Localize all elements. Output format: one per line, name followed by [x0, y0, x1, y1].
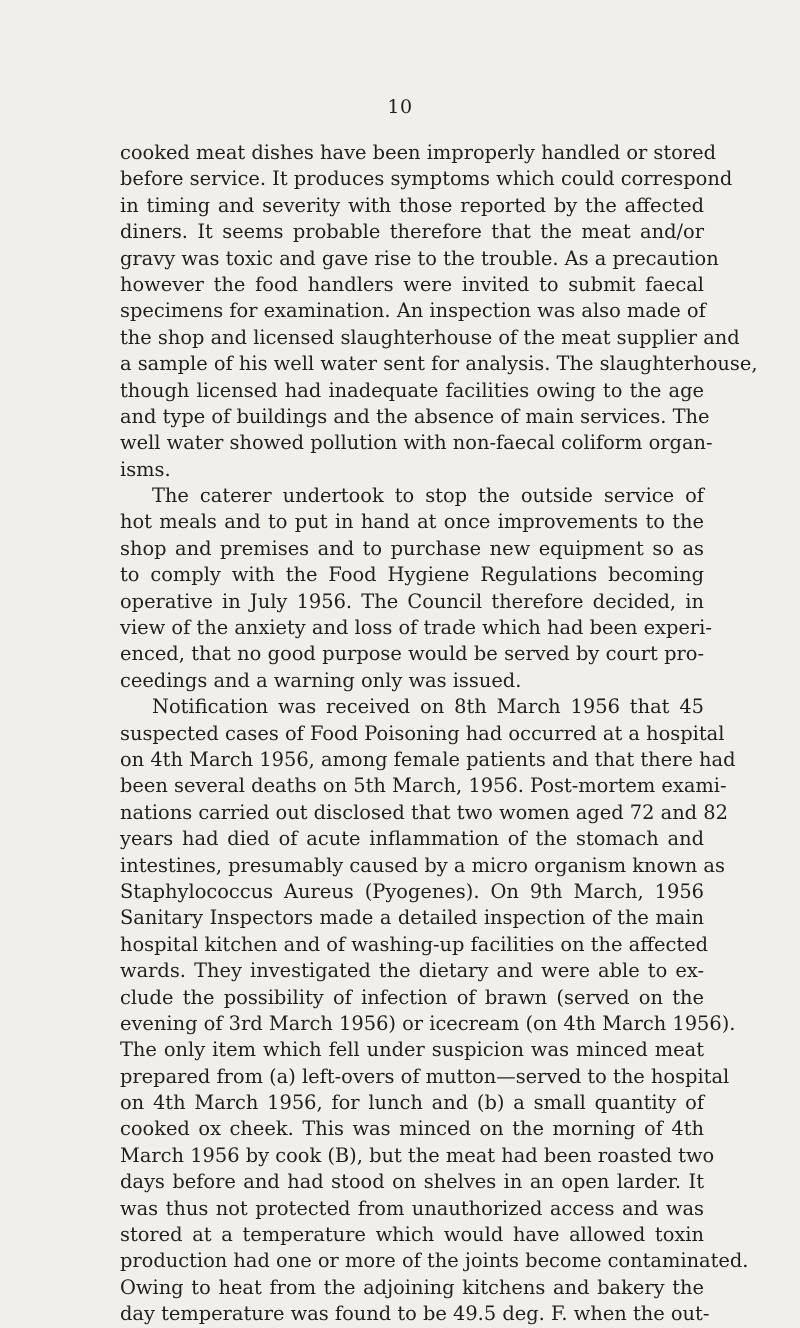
- text-line: Owing to heat from the adjoining kitchens and bakery the: [120, 1275, 704, 1299]
- paragraph-hospital-notification: [120, 694, 749, 1327]
- text-line: was thus not protected from unauthorized access and was: [120, 1196, 704, 1220]
- text-line: The only item which fell under suspicion was minced meat: [120, 1038, 704, 1062]
- text-line: wards. They investigated the dietary and were able to ex-: [120, 959, 704, 983]
- text-line: stored at a temperature which would have allowed toxin: [120, 1223, 704, 1247]
- text-line: production had one or more of the joints become contaminated.: [120, 1249, 749, 1273]
- text-line: enced, that no good purpose would be served by court pro-: [120, 642, 704, 666]
- text-line: diners. It seems probable therefore that the meat and/or: [120, 220, 704, 244]
- text-line: the shop and licensed slaughterhouse of the meat supplier and: [120, 325, 740, 349]
- text-line: a sample of his well water sent for analysis. The slaughterhouse,: [120, 352, 758, 376]
- text-line: on 4th March 1956, for lunch and (b) a small quantity of: [120, 1091, 704, 1115]
- text-line: The caterer undertook to stop the outside service of: [152, 484, 704, 508]
- paragraph-caterer-undertaking: [120, 483, 712, 694]
- text-line: however the food handlers were invited to submit faecal: [120, 272, 704, 296]
- text-line: isms.: [120, 457, 171, 481]
- text-line: on 4th March 1956, among female patients and that there had: [120, 747, 736, 771]
- text-line: specimens for examination. An inspection was also made of: [120, 299, 706, 323]
- text-line: day temperature was found to be 49.5 deg. F. when the out-: [120, 1302, 710, 1326]
- text-line: evening of 3rd March 1956) or icecream (on 4th March 1956).: [120, 1011, 736, 1035]
- text-line: shop and premises and to purchase new equipment so as: [120, 536, 704, 560]
- text-line: suspected cases of Food Poisoning had occurred at a hospital: [120, 721, 725, 745]
- text-line: cooked ox cheek. This was minced on the morning of 4th: [120, 1117, 704, 1141]
- paragraph-food-handling: [120, 140, 758, 483]
- page-number: 10: [387, 96, 413, 118]
- text-line: in timing and severity with those reported by the affected: [120, 193, 704, 217]
- text-line: ceedings and a warning only was issued.: [120, 668, 522, 692]
- text-line: and type of buildings and the absence of main services. The: [120, 404, 710, 428]
- text-line: hot meals and to put in hand at once improvements to the: [120, 510, 704, 534]
- text-line: view of the anxiety and loss of trade which had been experi-: [120, 616, 712, 640]
- text-line: before service. It produces symptoms which could correspond: [120, 167, 733, 191]
- text-line: cooked meat dishes have been improperly handled or stored: [120, 141, 716, 164]
- text-line: years had died of acute inflammation of the stomach and: [120, 827, 704, 851]
- text-line: though licensed had inadequate facilities owing to the age: [120, 378, 704, 402]
- text-line: days before and had stood on shelves in an open larder. It: [120, 1170, 704, 1194]
- text-line: gravy was toxic and gave rise to the trouble. As a precaution: [120, 246, 719, 270]
- text-line: prepared from (a) left-overs of mutton—served to the hospital: [120, 1064, 730, 1088]
- text-line: clude the possibility of infection of brawn (served on the: [120, 985, 704, 1009]
- text-line: March 1956 by cook (B), but the meat had been roasted two: [120, 1143, 715, 1167]
- text-line: hospital kitchen and of washing-up facilities on the affected: [120, 932, 709, 956]
- text-line: Sanitary Inspectors made a detailed inspection of the main: [120, 906, 704, 930]
- text-line: Notification was received on 8th March 1956 that 45: [152, 695, 704, 719]
- text-line: to comply with the Food Hygiene Regulations becoming: [120, 563, 704, 587]
- text-line: well water showed pollution with non-faecal coliform organ-: [120, 431, 713, 455]
- body-text: [120, 140, 758, 1328]
- text-line: operative in July 1956. The Council therefore decided, in: [120, 589, 704, 613]
- text-line: nations carried out disclosed that two women aged 72 and 82: [120, 800, 728, 824]
- text-line: Staphylococcus Aureus (Pyogenes). On 9th March, 1956: [120, 879, 704, 903]
- text-line: been several deaths on 5th March, 1956. Post-mortem exami-: [120, 774, 727, 798]
- text-line: intestines, presumably caused by a micro organism known as: [120, 853, 725, 877]
